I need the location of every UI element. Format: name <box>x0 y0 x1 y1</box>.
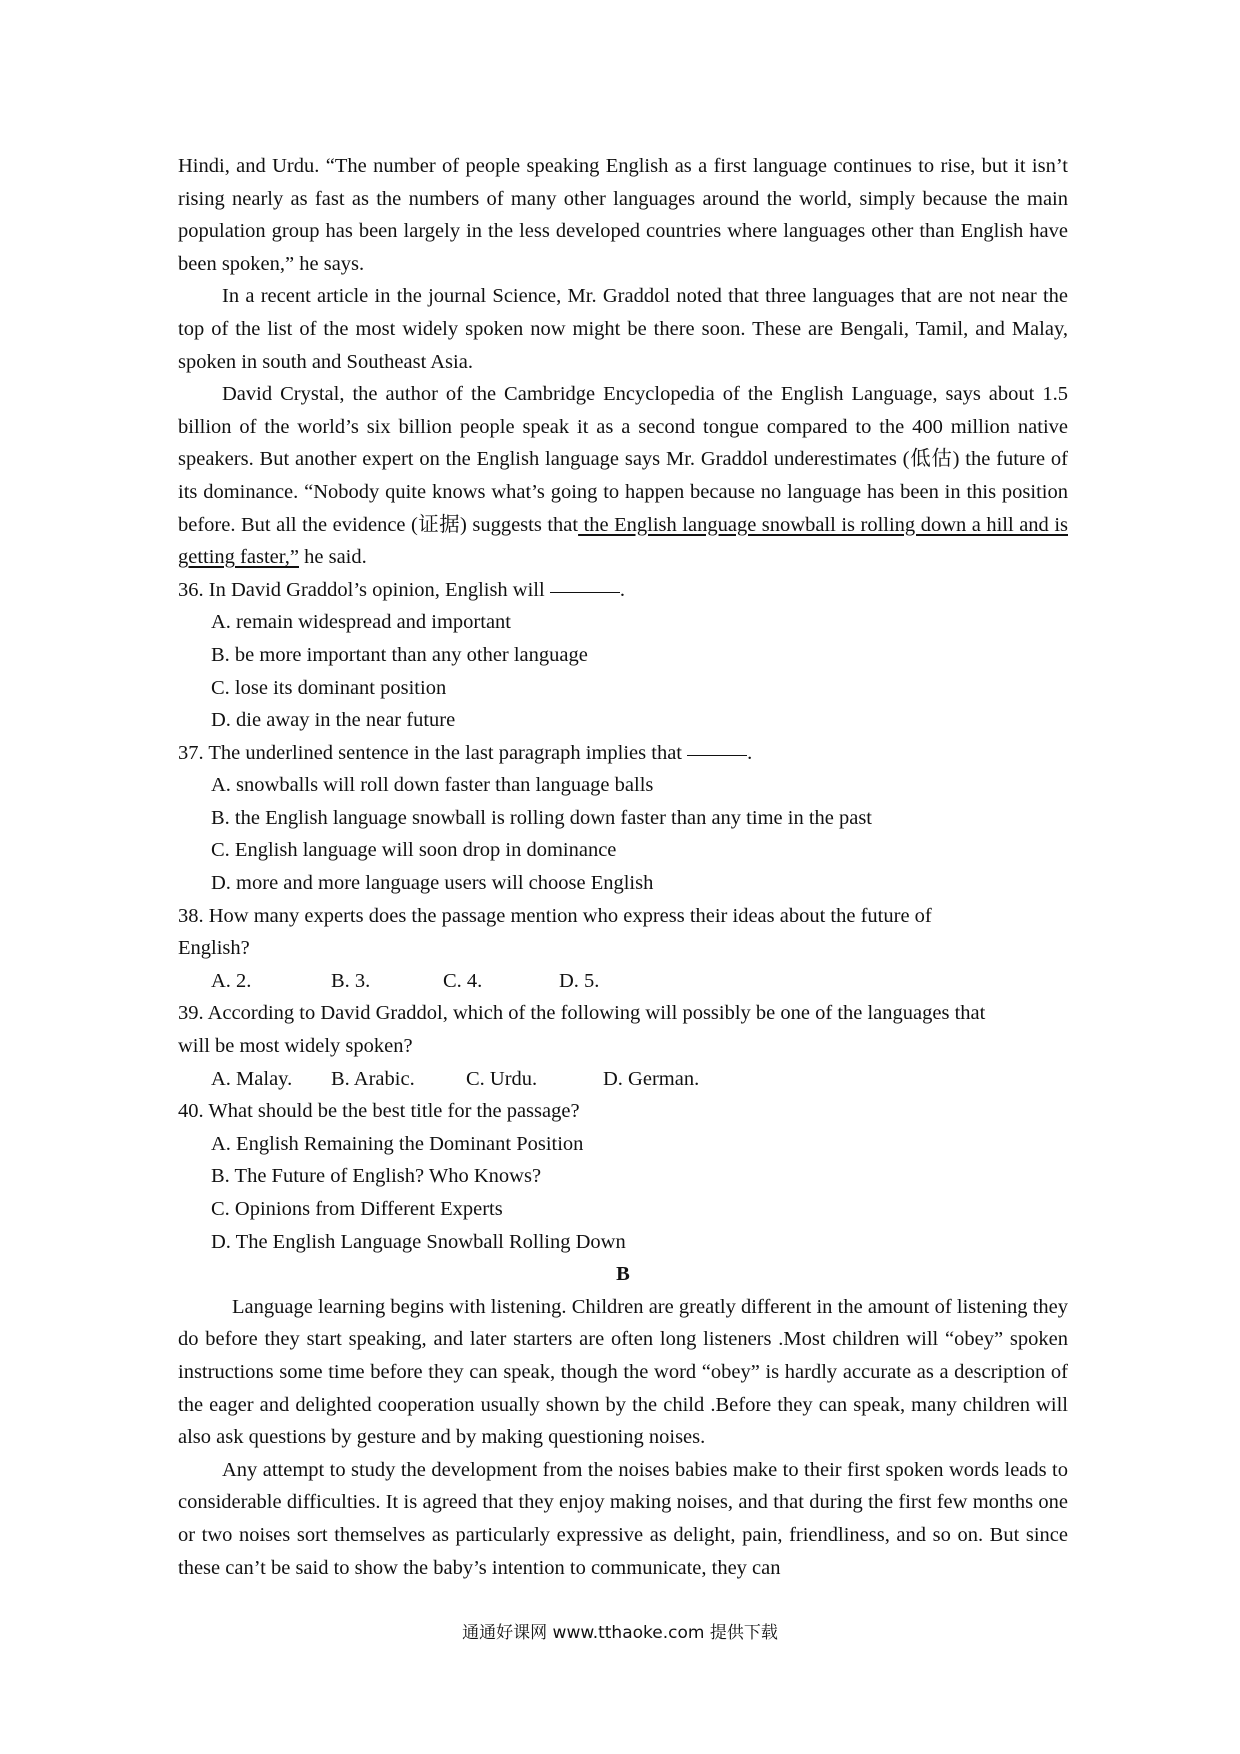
option-36-d: D. die away in the near future <box>211 709 456 732</box>
options-39 <box>211 1063 1068 1096</box>
section-b-paragraph-2: Any attempt to study the development from the noises babies make to their first spoken words leads to considerable difficulties. It is agreed that they enjoy making noises, and that during the first few months one or two noises sort themselves as particularly expressive as delight, pain, friendliness, and so on. But since these can’t be said to show the baby’s intention to communicate, they can <box>178 1458 1068 1579</box>
question-40: 40. What should be the best title for the passage? <box>178 1100 580 1123</box>
option-39-a: A. Malay. <box>211 1067 293 1090</box>
paragraph-2: In a recent article in the journal Science, Mr. Graddol noted that three languages that are not near the top of the list of the most widely spoken now might be there soon. These are Bengali, Tamil, and Malay, spoken in south and Southeast Asia. <box>178 285 1068 373</box>
option-40-d: D. The English Language Snowball Rolling Down <box>211 1230 626 1253</box>
option-37-d: D. more and more language users will choose English <box>211 872 654 895</box>
question-36-end: . <box>619 578 625 601</box>
option-39-c: C. Urdu. <box>466 1067 538 1090</box>
option-37-b: B. the English language snowball is rolling down faster than any time in the past <box>211 806 873 829</box>
question-37-end: . <box>747 741 753 764</box>
section-b-paragraph-1: Language learning begins with listening. Children are greatly different in the amount of listening they do before they start speaking, and later starters are often long listeners .Most children will “obey” spoken instructions some time before they can speak, though the word “obey” is hardly accurate as a description of the eager and delighted cooperation usually shown by the child .Before they can speak, many children will also ask questions by gesture and by making questioning noises. <box>178 1295 1068 1449</box>
option-36-a: A. remain widespread and important <box>211 611 512 634</box>
option-39-d: D. German. <box>603 1067 700 1090</box>
document-body <box>178 150 1068 1584</box>
option-36-b: B. be more important than any other language <box>211 643 588 666</box>
answer-blank <box>550 591 620 593</box>
question-39-line-2: will be most widely spoken? <box>178 1035 413 1058</box>
option-38-a: A. 2. <box>211 969 252 992</box>
answer-blank <box>687 754 747 756</box>
question-37 <box>178 737 1068 770</box>
question-38-line-2: English? <box>178 937 250 960</box>
option-37-a: A. snowballs will roll down faster than language balls <box>211 774 654 797</box>
option-40-a: A. English Remaining the Dominant Position <box>211 1132 584 1155</box>
question-39-line-1: 39. According to David Graddol, which of the following will possibly be one of the languages that <box>178 1002 986 1025</box>
paragraph-3 <box>178 378 1068 574</box>
page-footer: 通通好课网 www.tthaoke.com 提供下载 <box>462 1623 778 1643</box>
options-38 <box>211 965 1068 998</box>
option-39-b: B. Arabic. <box>331 1067 415 1090</box>
option-40-c: C. Opinions from Different Experts <box>211 1198 503 1220</box>
option-38-b: B. 3. <box>331 969 371 992</box>
option-37-c: C. English language will soon drop in dominance <box>211 839 617 862</box>
question-38-line-1: 38. How many experts does the passage mention who express their ideas about the future of <box>178 904 932 927</box>
question-37-stem: 37. The underlined sentence in the last paragraph implies that <box>178 741 688 764</box>
paragraph-3-text: David Crystal, the author of the Cambridge Encyclopedia of the English Language, says about 1.5 billion of the world’s six billion people speak it as a second tongue compared to the 400 million native speakers. But another expert on the English language says Mr. Graddol underestimates (低估) the future of its dominance. “Nobody quite knows what’s going to happen because no language has been in this position before. But all the evidence (证据) suggests that <box>178 383 1068 536</box>
paragraph-3-end: he said. <box>299 546 367 569</box>
option-38-c: C. 4. <box>443 969 483 992</box>
question-36 <box>178 574 1068 607</box>
section-b-title: B <box>616 1263 630 1286</box>
paragraph-1: Hindi, and Urdu. “The number of people speaking English as a first language continues to rise, but it isn’t rising nearly as fast as the numbers of many other languages around the world, simply because the main population group has been largely in the less developed countries where languages other than English have been spoken,” he says. <box>178 155 1068 275</box>
question-36-stem: 36. In David Graddol’s opinion, English will <box>178 578 550 601</box>
option-38-d: D. 5. <box>559 969 600 992</box>
option-40-b: B. The Future of English? Who Knows? <box>211 1165 542 1188</box>
option-36-c: C. lose its dominant position <box>211 676 447 699</box>
underlined-sentence: the English language snowball is rolling down a hill and is getting faster,” <box>178 513 1068 569</box>
